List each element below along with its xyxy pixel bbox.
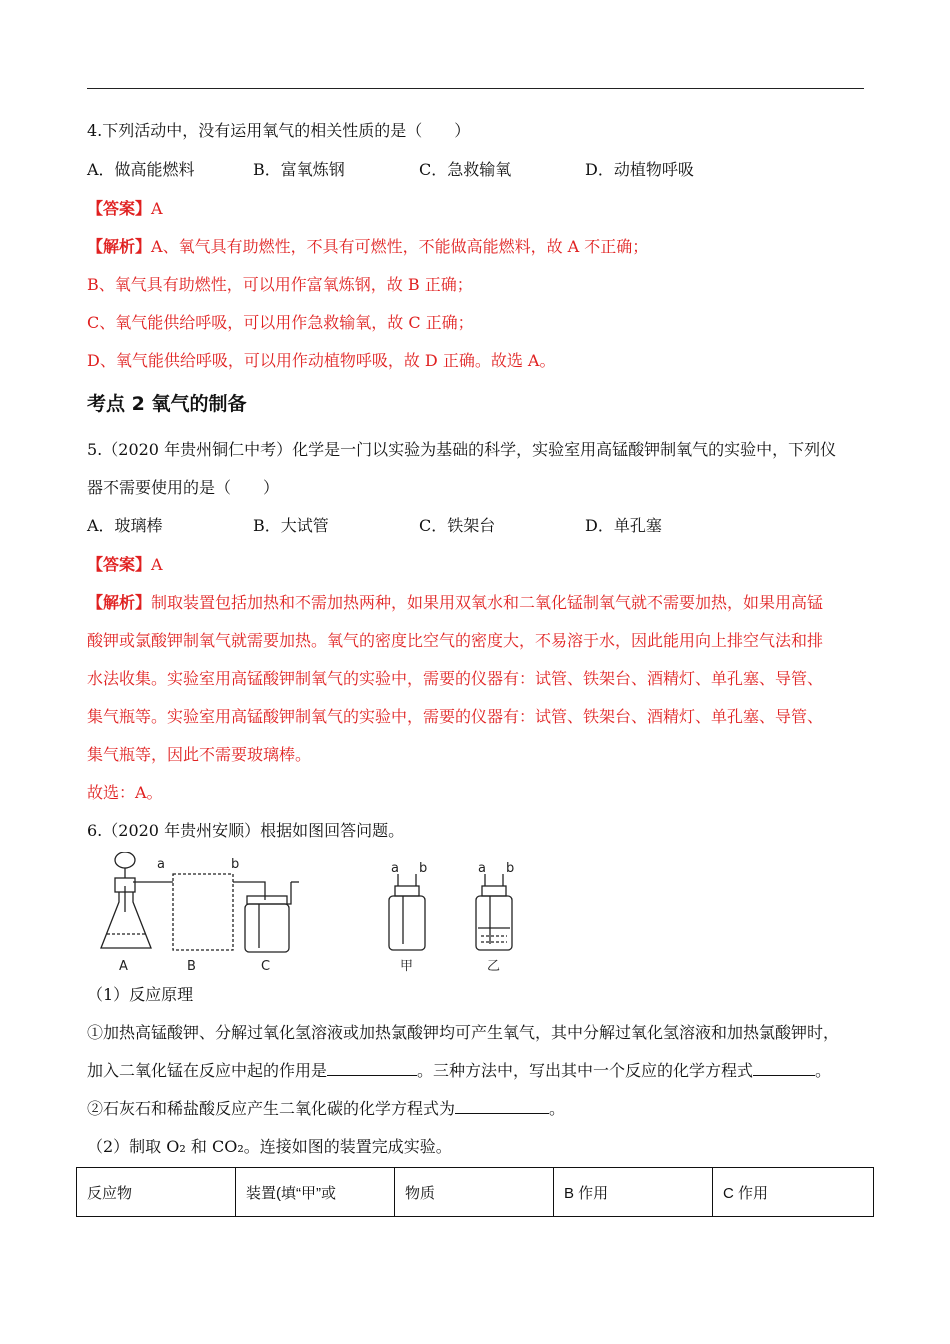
q5-option-d: D．单孔塞 [585,516,662,535]
q4-analysis-text-1: A、氧气具有助燃性，不具有可燃性，不能做高能燃料，故 A 不正确； [151,237,649,256]
q4-option-b: B．富氧炼钢 [253,160,345,179]
q4-option-a: A．做高能燃料 [87,160,195,179]
label-b: b [231,857,240,872]
table-header-cell: 物质 [395,1168,554,1217]
q4-answer-value: A [151,199,163,218]
q4-stem: 4.下列活动中，没有运用氧气的相关性质的是（ ） [87,121,471,140]
experiment-table [76,1167,874,1217]
bottle-jia-icon [389,874,425,950]
q6-p1-line-1: ①加热高锰酸钾、分解过氧化氢溶液或加热氯酸钾均可产生氧气，其中分解过氧化氢溶液和加热氯酸钾时， [87,1023,840,1042]
label-B: B [187,959,196,974]
q5-stem-line-1: 5.（2020 年贵州铜仁中考）化学是一门以实验为基础的科学，实验室用高锰酸钾制氧气的实验中，下列仪 [87,440,837,459]
label-jia: 甲 [400,959,414,974]
q6-p2-a: ②石灰石和稀盐酸反应产生二氧化碳的化学方程式为 [87,1099,456,1118]
q4-options [87,160,694,180]
q5-analysis-tag: 【解析】 [87,593,152,612]
apparatus-figure [95,852,535,976]
q4-answer [87,199,163,219]
table-header-cell: C 作用 [713,1168,874,1217]
q4-option-c: C．急救输氧 [419,160,512,179]
q6-p1-line-2 [87,1061,831,1081]
q5-answer-tag: 【答案】 [87,555,152,574]
label-yi-a: a [478,861,486,876]
q5-analysis-line-5: 集气瓶等，因此不需要玻璃棒。 [87,745,312,764]
bottle-yi-icon [476,874,512,950]
q5-option-c: C．铁架台 [419,516,496,535]
q5-analysis-text-1: 制取装置包括加热和不需加热两种，如果用双氧水和二氧化锰制氧气就不需要加热，如果用高锰 [151,593,824,612]
q5-analysis-line-3: 水法收集。实验室用高锰酸钾制氧气的实验中，需要的仪器有：试管、铁架台、酒精灯、单孔塞、导管、 [87,669,824,688]
label-yi: 乙 [487,959,501,974]
q5-analysis-line-2: 酸钾或氯酸钾制氧气就需要加热。氧气的密度比空气的密度大，不易溶于水，因此能用向上排空气法和排 [87,631,824,650]
q4-analysis-tag: 【解析】 [87,237,152,256]
q4-analysis-line-1 [87,237,648,257]
q6-stem: 6.（2020 年贵州安顺）根据如图回答问题。 [87,821,405,840]
label-A: A [119,959,128,974]
answer-blank-3[interactable] [455,1099,549,1114]
q4-analysis-line-4: D、氧气能供给呼吸，可以用作动植物呼吸，故 D 正确。故选 A。 [87,351,556,370]
q5-options [87,516,662,536]
label-jia-a: a [391,861,399,876]
q5-analysis-line-1 [87,593,823,613]
section-title: 考点 2 氧气的制备 [87,393,247,415]
q5-analysis-line-4: 集气瓶等。实验室用高锰酸钾制氧气的实验中，需要的仪器有：试管、铁架台、酒精灯、单孔塞、导管、 [87,707,824,726]
q6-p1-line-2-b: 。三种方法中，写出其中一个反应的化学方程式 [417,1061,754,1080]
q5-stem-line-2: 器不需要使用的是（ ） [87,478,280,497]
q6-p1-line-2-c: 。 [815,1061,832,1080]
table-header-cell: B 作用 [554,1168,713,1217]
q6-part2: （2）制取 O₂ 和 CO₂。连接如图的装置完成实验。 [87,1137,452,1156]
q5-option-a: A．玻璃棒 [87,516,163,535]
bottle-c-icon [233,882,299,952]
q6-part1: （1）反应原理 [87,985,194,1004]
label-C: C [261,959,271,974]
q4-answer-tag: 【答案】 [87,199,152,218]
q4-analysis-line-3: C、氧气能供给呼吸，可以用作急救输氧，故 C 正确； [87,313,474,332]
label-a: a [157,857,165,872]
header-rule [87,88,864,89]
q4-analysis-line-2: B、氧气具有助燃性，可以用作富氧炼钢，故 B 正确； [87,275,473,294]
label-jia-b: b [419,861,428,876]
q5-conclusion: 故选：A。 [87,783,163,802]
q5-answer-value: A [151,555,163,574]
table-header-cell: 反应物 [77,1168,236,1217]
q4-option-d: D．动植物呼吸 [585,160,694,179]
answer-blank-2[interactable] [753,1061,815,1076]
q6-p1-line-2-a: 加入二氧化锰在反应中起的作用是 [87,1061,328,1080]
q5-option-b: B．大试管 [253,516,329,535]
table-header-cell: 装置(填“甲”或 [236,1168,395,1217]
q6-p2-b: 。 [549,1099,566,1118]
q6-p2 [87,1099,565,1119]
box-b-dashed [173,874,233,950]
table-header-row [77,1168,874,1217]
answer-blank-1[interactable] [327,1061,417,1076]
label-yi-b: b [506,861,515,876]
q5-answer [87,555,163,575]
